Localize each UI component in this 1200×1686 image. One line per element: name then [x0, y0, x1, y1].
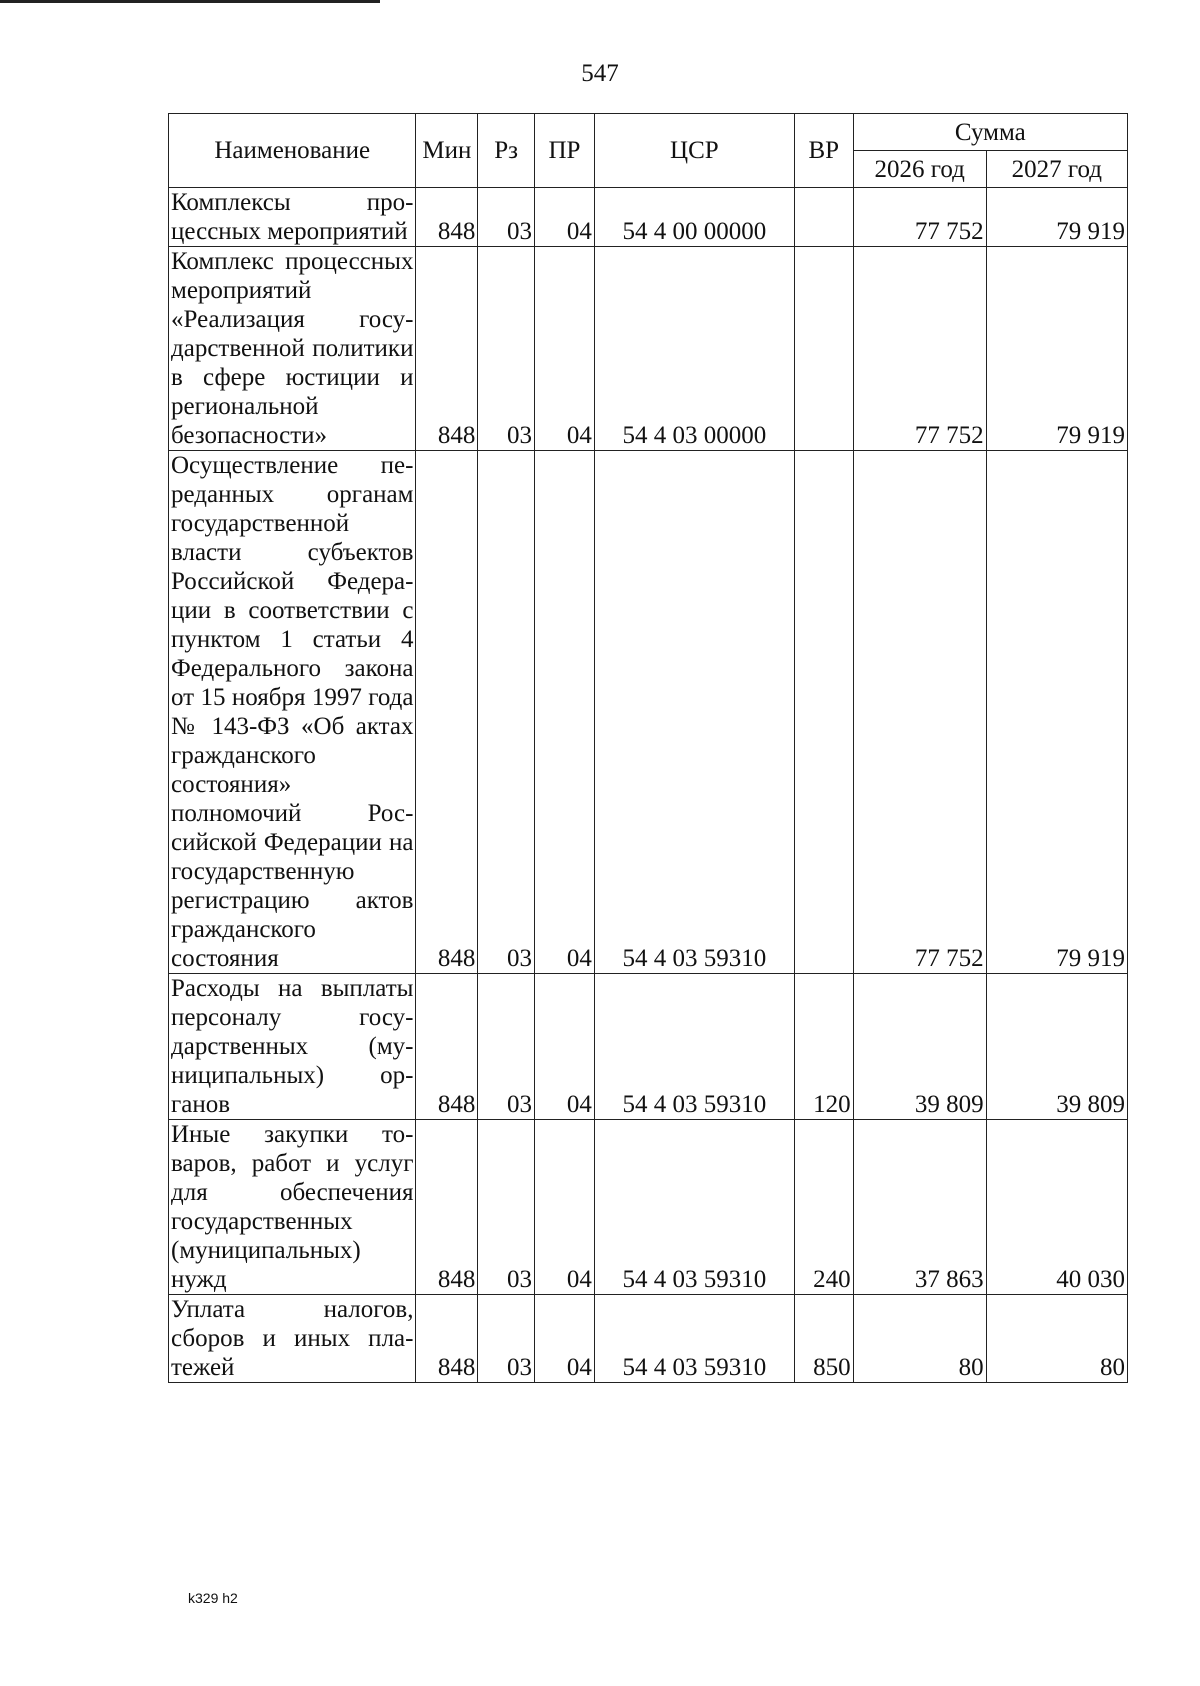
- table-body: [169, 188, 1128, 1383]
- page-number: 547: [581, 60, 619, 87]
- row-pr: 04: [535, 1120, 595, 1295]
- header-pr: ПР: [535, 114, 595, 188]
- row-vr: [794, 451, 853, 974]
- row-sum-2027: 79 919: [986, 451, 1127, 974]
- row-sum-2026: 77 752: [853, 247, 986, 451]
- row-name: Иные закупки товаров, работ и услуг для обеспечения государственных (муниципальных) нужд: [169, 1120, 416, 1295]
- row-rz: 03: [478, 247, 535, 451]
- row-csr: 54 4 00 00000: [594, 188, 794, 247]
- row-csr: 54 4 03 59310: [594, 1295, 794, 1383]
- row-sum-2026: 37 863: [853, 1120, 986, 1295]
- row-min: 848: [416, 451, 478, 974]
- row-csr: 54 4 03 59310: [594, 974, 794, 1120]
- row-min: 848: [416, 974, 478, 1120]
- header-sum: Сумма: [853, 114, 1127, 151]
- budget-table: [168, 113, 1128, 1383]
- header-year-2026: 2026 год: [853, 151, 986, 188]
- row-min: 848: [416, 1120, 478, 1295]
- row-rz: 03: [478, 1120, 535, 1295]
- row-sum-2026: 39 809: [853, 974, 986, 1120]
- row-pr: 04: [535, 1295, 595, 1383]
- row-pr: 04: [535, 247, 595, 451]
- header-rz: Рз: [478, 114, 535, 188]
- row-sum-2026: 77 752: [853, 451, 986, 974]
- row-sum-2027: 80: [986, 1295, 1127, 1383]
- row-name: Расходы на выплаты персоналу государственных (муниципальных) органов: [169, 974, 416, 1120]
- row-min: 848: [416, 1295, 478, 1383]
- row-vr: 120: [794, 974, 853, 1120]
- table-row: [169, 451, 1128, 974]
- row-sum-2026: 80: [853, 1295, 986, 1383]
- row-csr: 54 4 03 00000: [594, 247, 794, 451]
- row-sum-2027: 79 919: [986, 247, 1127, 451]
- row-vr: 850: [794, 1295, 853, 1383]
- header-name: Наименование: [169, 114, 416, 188]
- table-row: [169, 1120, 1128, 1295]
- row-csr: 54 4 03 59310: [594, 451, 794, 974]
- row-vr: [794, 188, 853, 247]
- row-name: Уплата налогов, сборов и иных платежей: [169, 1295, 416, 1383]
- header-csr: ЦСР: [594, 114, 794, 188]
- row-rz: 03: [478, 1295, 535, 1383]
- row-vr: [794, 247, 853, 451]
- table-row: [169, 188, 1128, 247]
- row-min: 848: [416, 247, 478, 451]
- row-pr: 04: [535, 188, 595, 247]
- table-row: [169, 1295, 1128, 1383]
- header-vr: ВР: [794, 114, 853, 188]
- table-row: [169, 247, 1128, 451]
- row-pr: 04: [535, 974, 595, 1120]
- table-header: [169, 114, 1128, 188]
- row-name: Комплекс процессных мероприятий «Реализация государственной политики в сфере юстиции и региональной безопасности»: [169, 247, 416, 451]
- row-sum-2027: 79 919: [986, 188, 1127, 247]
- row-rz: 03: [478, 188, 535, 247]
- row-sum-2027: 40 030: [986, 1120, 1127, 1295]
- row-min: 848: [416, 188, 478, 247]
- row-rz: 03: [478, 974, 535, 1120]
- header-min: Мин: [416, 114, 478, 188]
- row-name: Комплексы процессных мероприятий: [169, 188, 416, 247]
- top-rule: [0, 0, 380, 3]
- row-pr: 04: [535, 451, 595, 974]
- row-name: Осуществление переданных органам государственной власти субъектов Российской Федерации в соответствии с пунктом 1 статьи 4 Федерального закона от 15 ноября 1997 года № 143-ФЗ «Об актах гражданского состояния» полномочий Российской Федерации на государственную регистрацию актов гражданского состояния: [169, 451, 416, 974]
- table-row: [169, 974, 1128, 1120]
- header-year-2027: 2027 год: [986, 151, 1127, 188]
- row-vr: 240: [794, 1120, 853, 1295]
- footer-code: k329 h2: [188, 1590, 238, 1606]
- row-sum-2027: 39 809: [986, 974, 1127, 1120]
- row-sum-2026: 77 752: [853, 188, 986, 247]
- row-csr: 54 4 03 59310: [594, 1120, 794, 1295]
- row-rz: 03: [478, 451, 535, 974]
